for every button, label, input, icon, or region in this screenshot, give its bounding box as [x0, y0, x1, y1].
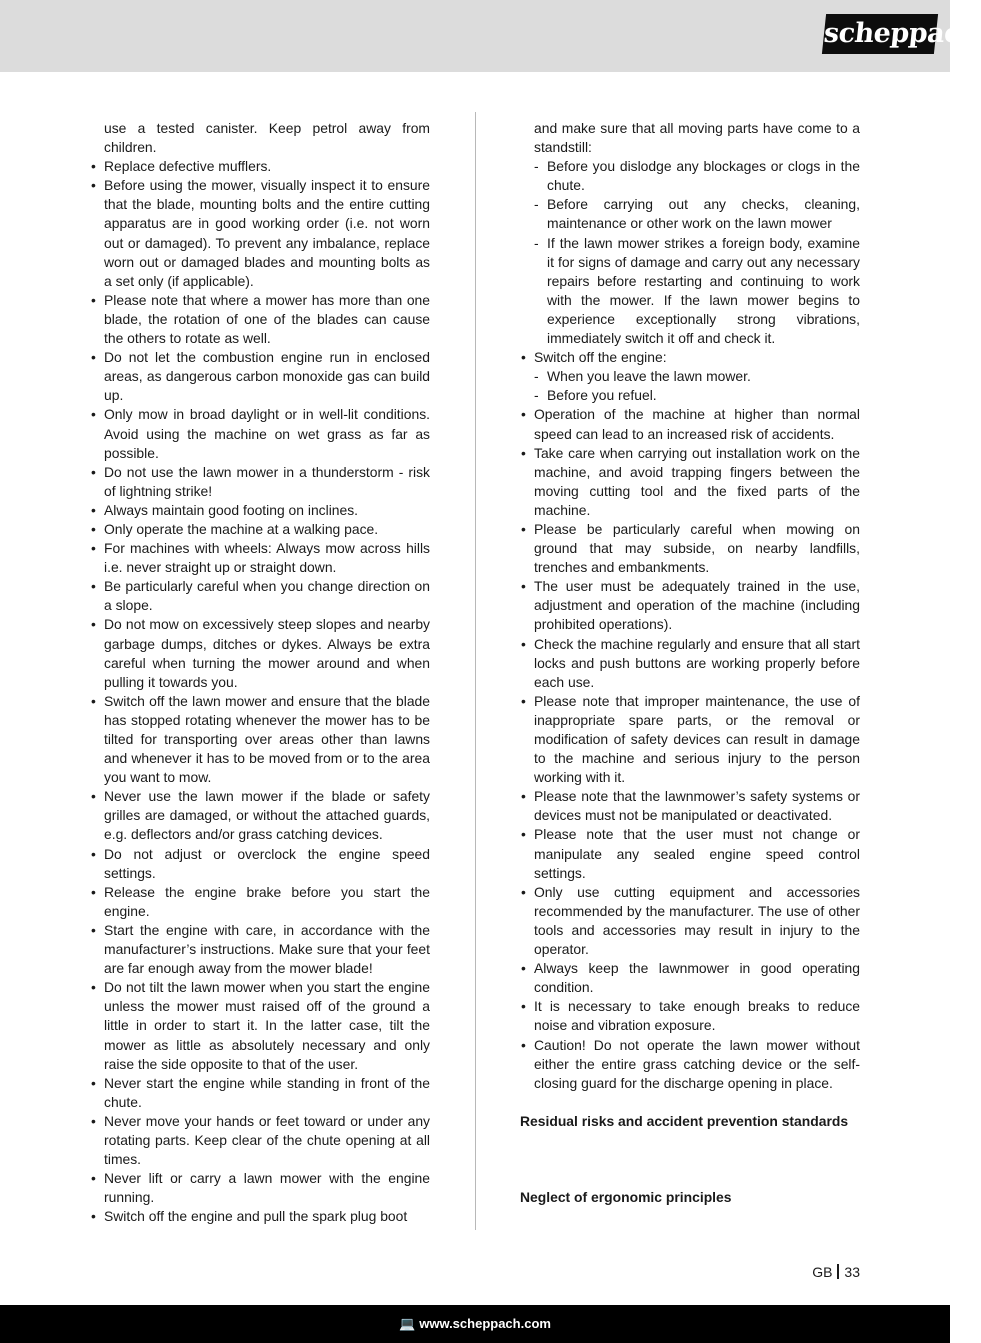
list-item: • Check the machine regularly and ensure that all start locks and push buttons are working properly before each use.	[520, 635, 860, 692]
list-item: • Never start the engine while standing in front of the chute.	[90, 1074, 430, 1112]
list-item: • Switch off the lawn mower and ensure that the blade has stopped rotating whenever the mower has to be tilted for transporting over areas other than lawns and whenever it has to be moved from or to the area you want to mow.	[90, 692, 430, 787]
page-footer	[0, 1305, 950, 1343]
list-item: • Release the engine brake before you start the engine.	[90, 883, 430, 921]
switch-off-text: Switch off the engine:	[534, 349, 667, 366]
continuation-dash-list	[520, 157, 860, 348]
list-item: • Do not mow on excessively steep slopes and nearby garbage dumps, ditches or dykes. Always be extra careful when turning the mower around and when pulling it towards you.	[90, 615, 430, 691]
list-item: • Replace defective mufflers.	[90, 157, 430, 176]
list-item: • Only operate the machine at a walking pace.	[90, 520, 430, 539]
list-item: • Always keep the lawnmower in good operating condition.	[520, 959, 860, 997]
right-bullet-list	[520, 348, 860, 367]
scheppach-logo: scheppach	[822, 14, 938, 54]
monitor-icon: 💻	[399, 1316, 416, 1331]
list-item: • Never use the lawn mower if the blade or safety grilles are damaged, or without the attached guards, e.g. deflectors and/or grass catching devices.	[90, 787, 430, 844]
continuation-text: use a tested canister. Keep petrol away from children.	[104, 120, 430, 156]
heading-residual-risks: Residual risks and accident prevention standards	[520, 1112, 849, 1129]
list-item: • Do not let the combustion engine run in enclosed areas, as dangerous carbon monoxide gas can build up.	[90, 348, 430, 405]
list-item: • Caution! Do not operate the lawn mower without either the entire grass catching device or the self-closing guard for the discharge opening in place.	[520, 1036, 860, 1093]
heading-ergonomic: Neglect of ergonomic principles	[520, 1188, 732, 1205]
list-item: • Operation of the machine at higher than normal speed can lead to an increased risk of accidents.	[520, 405, 860, 443]
list-item: • Start the engine with care, in accordance with the manufacturer’s instructions. Make sure that your feet are far enough away from the mower blade!	[90, 921, 430, 978]
list-item: • It is necessary to take enough breaks to reduce noise and vibration exposure.	[520, 997, 860, 1035]
list-item: • For machines with wheels: Always mow across hills i.e. never straight up or straight down.	[90, 539, 430, 577]
list-item: - Before carrying out any checks, cleaning, maintenance or other work on the lawn mower	[520, 195, 860, 233]
right-bullet-list-main	[520, 405, 860, 1092]
list-item: • Do not use the lawn mower in a thunderstorm - risk of lightning strike!	[90, 463, 430, 501]
language-code: GB	[812, 1264, 833, 1280]
website-link[interactable]: www.scheppach.com	[419, 1316, 551, 1331]
list-item: • Never lift or carry a lawn mower with the engine running.	[90, 1169, 430, 1207]
list-item: • Please note that the user must not change or manipulate any sealed engine speed control settings.	[520, 825, 860, 882]
continuation-text: and make sure that all moving parts have come to a standstill:	[534, 120, 860, 156]
list-item: • Do not adjust or overclock the engine speed settings.	[90, 845, 430, 883]
list-item: • Do not tilt the lawn mower when you start the engine unless the mower must raised off of the ground a little in order to start it. In the latter case, tilt the mower as little as absolutely necessary and only raise the side opposite to that of the user.	[90, 978, 430, 1073]
list-item	[520, 348, 860, 367]
page-number-value: 33	[844, 1264, 860, 1280]
list-item: • Only mow in broad daylight or in well-lit conditions. Avoid using the machine on wet grass as far as possible.	[90, 405, 430, 462]
list-item: • Switch off the engine and pull the spark plug boot	[90, 1207, 430, 1226]
list-item: • Take care when carrying out installation work on the machine, and avoid trapping fingers between the moving cutting tool and the fixed parts of the machine.	[520, 444, 860, 520]
list-item: • Please note that where a mower has more than one blade, the rotation of one of the blades can cause the others to rotate as well.	[90, 291, 430, 348]
left-column	[90, 119, 430, 1226]
list-item: - Before you dislodge any blockages or clogs in the chute.	[520, 157, 860, 195]
list-item: • Please note that the lawnmower’s safety systems or devices must not be manipulated or deactivated.	[520, 787, 860, 825]
right-column	[520, 119, 860, 1207]
list-item: - Before you refuel.	[520, 386, 860, 405]
list-item: • Never move your hands or feet toward or under any rotating parts. Keep clear of the chute opening at all times.	[90, 1112, 430, 1169]
page-number	[790, 1264, 860, 1280]
list-item: • The user must be adequately trained in the use, adjustment and operation of the machine (including prohibited operations).	[520, 577, 860, 634]
list-item: • Always maintain good footing on inclines.	[90, 501, 430, 520]
left-bullet-list	[90, 157, 430, 1226]
list-item: • Please note that improper maintenance, the use of inappropriate spare parts, or the removal or modification of safety devices can result in damage to the machine and serious injury to the person working with it.	[520, 692, 860, 787]
list-item: • Please be particularly careful when mowing on ground that may subside, on nearby landfills, trenches and embankments.	[520, 520, 860, 577]
list-item: • Only use cutting equipment and accessories recommended by the manufacturer. The use of other tools and accessories may result in injury to the operator.	[520, 883, 860, 959]
page-separator	[837, 1264, 839, 1279]
list-item: • Before using the mower, visually inspect it to ensure that the blade, mounting bolts and the entire cutting apparatus are in good working order (i.e. not worn out or damaged). To prevent any imbalance, replace worn out or damaged blades and mounting bolts as a set only (if applicable).	[90, 176, 430, 291]
column-divider	[475, 112, 476, 1230]
switch-off-dash-list	[520, 367, 860, 405]
list-item: • Be particularly careful when you change direction on a slope.	[90, 577, 430, 615]
list-item: - If the lawn mower strikes a foreign body, examine it for signs of damage and carry out any necessary repairs before restarting and continuing to work with the mower. If the lawn mower begins to experience exceptionally strong vibrations, immediately switch it off and check it.	[520, 234, 860, 349]
page-header	[0, 0, 981, 72]
list-item: - When you leave the lawn mower.	[520, 367, 860, 386]
